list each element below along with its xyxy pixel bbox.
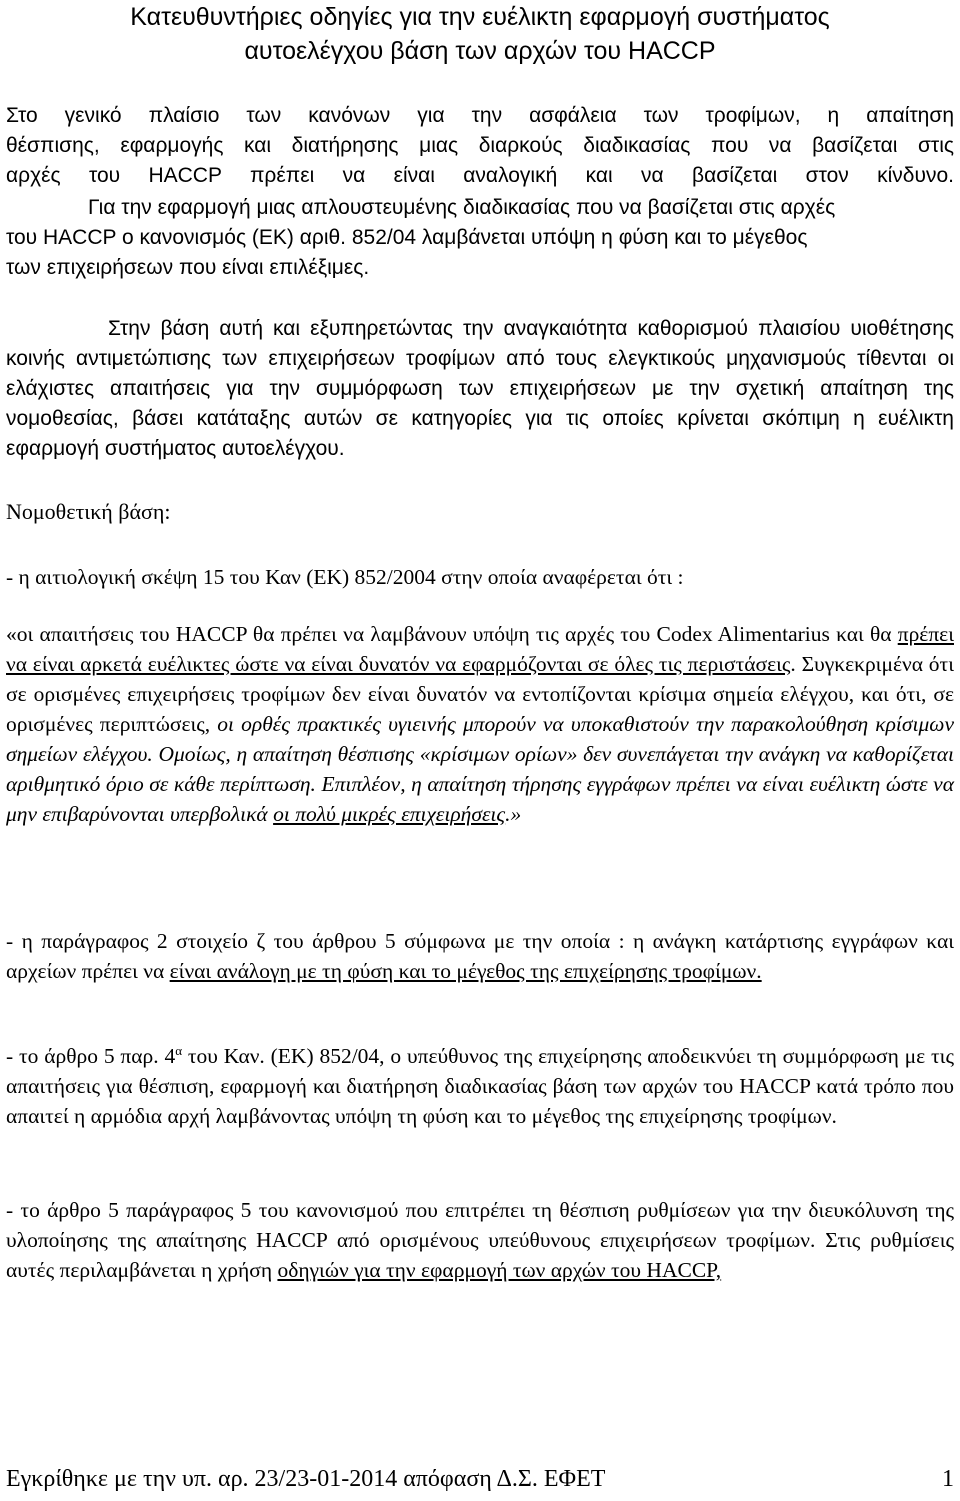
quote-part-end: .»: [505, 802, 522, 826]
intro-p2-line-2: του HACCP ο κανονισμός (ΕΚ) αριθ. 852/04 λαμβάνεται υπόψη η φύση και το μέγεθος: [6, 226, 808, 249]
legal-item-3: [6, 1041, 954, 1131]
page-footer: [6, 1464, 954, 1494]
intro-p1-line-3: αρχές του HACCP πρέπει να είναι αναλογική και να βασίζεται στον κίνδυνο.: [6, 164, 954, 187]
page-number: 1: [942, 1466, 954, 1492]
intro-paragraph-1: [6, 101, 954, 191]
legal-item-4: [6, 1195, 954, 1285]
item4-part-a: - το άρθρο 5 παράγραφος 5 του κανονισμού που επιτρέπει τη θέσπιση ρυθμίσεων για την διευκόλυνση της υλοποίησης της απαίτησης HACCP από ορισμένους υπεύθυνους επιχειρήσεων τροφίμων. Στις ρυθμίσεις αυτές περιλαμβάνεται η χρήση: [6, 1198, 954, 1282]
legal-item-2: [6, 926, 954, 986]
legal-item-1: - η αιτιολογική σκέψη 15 του Καν (ΕΚ) 852/2004 στην οποία αναφέρεται ότι :: [6, 565, 684, 589]
document-title: [6, 0, 954, 68]
item3-part-b: του Καν. (ΕΚ) 852/04, ο υπεύθυνος της επιχείρησης αποδεικνύει τη συμμόρφωση με τις απαιτήσεις για θέσπιση, εφαρμογή και διατήρηση διαδικασίας βάση των αρχών του HACCP κατά τρόπο που απαιτεί η αρμόδια αρχή λαμβάνοντας υπόψη τη φύση και το μέγεθος της επιχείρησης τροφίμων.: [6, 1044, 954, 1128]
intro-paragraph-3: Στην βάση αυτή και εξυπηρετώντας την αναγκαιότητα καθορισμού πλαισίου υιοθέτησης κοινής αντιμετώπισης των επιχειρήσεων τροφίμων από τους ελεγκτικούς μηχανισμούς τίθενται οι ελάχιστες απαιτήσεις για την συμμόρφωση των επιχειρήσεων με την σχετική απαίτηση της νομοθεσίας, βάσει κατάταξης αυτών σε κατηγορίες για τις οποίες κρίνεται σκόπιμη η ευέλικτη εφαρμογή συστήματος αυτοελέγχου.: [6, 317, 954, 460]
item4-part-underlined: οδηγιών για την εφαρμογή των αρχών του HACCP,: [277, 1258, 722, 1282]
item2-part-a: - η παράγραφος 2 στοιχείο ζ του άρθρου 5 σύμφωνα με την οποία : η ανάγκη κατάρτισης εγγράφων και αρχείων πρέπει να: [6, 929, 954, 983]
intro-p2-line-3: των επιχειρήσεων που είναι επιλέξιμες.: [6, 256, 370, 279]
intro-paragraph-2: [6, 193, 954, 283]
item3-superscript: α: [175, 1042, 183, 1058]
intro-p1-line-1: Στο γενικό πλαίσιο των κανόνων για την ασφάλεια των τροφίμων, η απαίτηση: [6, 104, 954, 127]
legal-basis-heading: Νομοθετική βάση:: [6, 499, 171, 524]
footer-approval-text: Εγκρίθηκε με την υπ. αρ. 23/23-01-2014 απόφαση Δ.Σ. ΕΦΕΤ: [6, 1466, 606, 1492]
quote-part-italic-underlined: οι πολύ μικρές επιχειρήσεις: [273, 802, 506, 826]
quote-part-a: «οι απαιτήσεις του HACCP θα πρέπει να λαμβάνουν υπόψη τις αρχές του Codex Alimentarius και θα: [6, 622, 898, 646]
title-line-1: Κατευθυντήριες οδηγίες για την ευέλικτη εφαρμογή συστήματος: [130, 3, 830, 31]
quote-part-italic: οι ορθές πρακτικές υγιεινής μπορούν να υποκαθιστούν την παρακολούθηση κρίσιμων σημείων ελέγχου. Ομοίως, η απαίτηση θέσπισης «κρίσιμων ορίων» δεν συνεπάγεται την ανάγκη να καθορίζεται αριθμητικό όριο σε κάθε περίπτωση. Επιπλέον, η απαίτηση τήρησης εγγράφων πρέπει να είναι ευέλικτη ώστε να μην επιβαρύνονται υπερβολικά: [6, 712, 954, 826]
title-line-2: αυτοελέγχου βάση των αρχών του HACCP: [244, 37, 716, 65]
item2-part-underlined: είναι ανάλογη με τη φύση και το μέγεθος της επιχείρησης τροφίμων.: [169, 959, 762, 983]
intro-p1-line-2: θέσπισης, εφαρμογής και διατήρησης μιας διαρκούς διαδικασίας που να βασίζεται στις: [6, 134, 954, 157]
legal-quote: [6, 619, 954, 829]
quote-part-underlined: πρέπει να είναι αρκετά ευέλικτες ώστε να είναι δυνατόν να εφαρμόζονται σε όλες τις περιστάσεις: [6, 622, 954, 676]
quote-part-b: . Συγκεκριμένα ότι σε ορισμένες επιχειρήσεις τροφίμων δεν είναι δυνατόν να εντοπίζονται κρίσιμα σημεία ελέγχου, και ότι, σε ορισμένες περιπτώσεις,: [6, 652, 954, 736]
intro-p2-line-1: Για την εφαρμογή μιας απλουστευμένης διαδικασίας που να βασίζεται στις αρχές: [88, 196, 836, 219]
item3-part-a: - το άρθρο 5 παρ. 4: [6, 1044, 176, 1068]
